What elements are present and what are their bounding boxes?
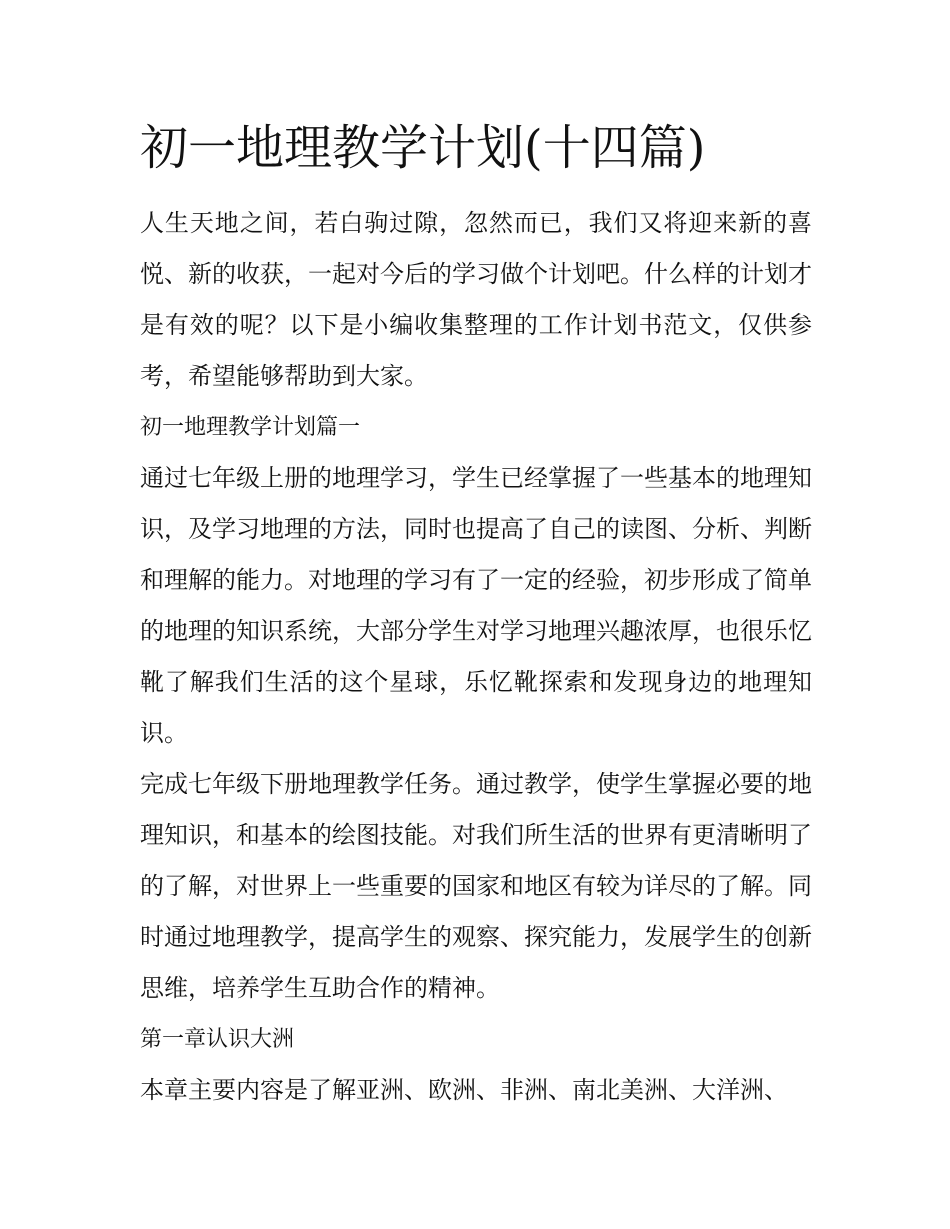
document-title: 初一地理教学计划(十四篇): [140, 120, 706, 176]
body-paragraph: 通过七年级上册的地理学习，学生已经掌握了一些基本的地理知识，及学习地理的方法，同时也提高了自己的读图、分析、判断和理解的能力。对地理的学习有了一定的经验，初步形成了简单的地理的知识系统，大部分学生对学习地理兴趣浓厚，也很乐忆靴了解我们生活的这个星球，乐忆靴探索和发现身边的地理知识。: [140, 464, 812, 747]
section-heading: 初一地理教学计划篇一: [140, 415, 361, 440]
body-paragraph: 完成七年级下册地理教学任务。通过教学，使学生掌握必要的地理知识，和基本的绘图技能。对我们所生活的世界有更清晰明了的了解，对世界上一些重要的国家和地区有较为详尽的了解。同时通过地理教学，提高学生的观察、探究能力，发展学生的创新思维，培养学生互助合作的精神。: [140, 770, 812, 1002]
body-paragraph: 本章主要内容是了解亚洲、欧洲、非洲、南北美洲、大洋洲、: [140, 1076, 788, 1104]
intro-paragraph: 人生天地之间，若白驹过隙，忽然而已，我们又将迎来新的喜悦、新的收获，一起对今后的学习做个计划吧。什么样的计划才是有效的呢？以下是小编收集整理的工作计划书范文，仅供参考，希望能够帮助到大家。: [140, 209, 812, 390]
document-body: [140, 198, 812, 1116]
chapter-heading: 第一章认识大洲: [140, 1027, 295, 1052]
